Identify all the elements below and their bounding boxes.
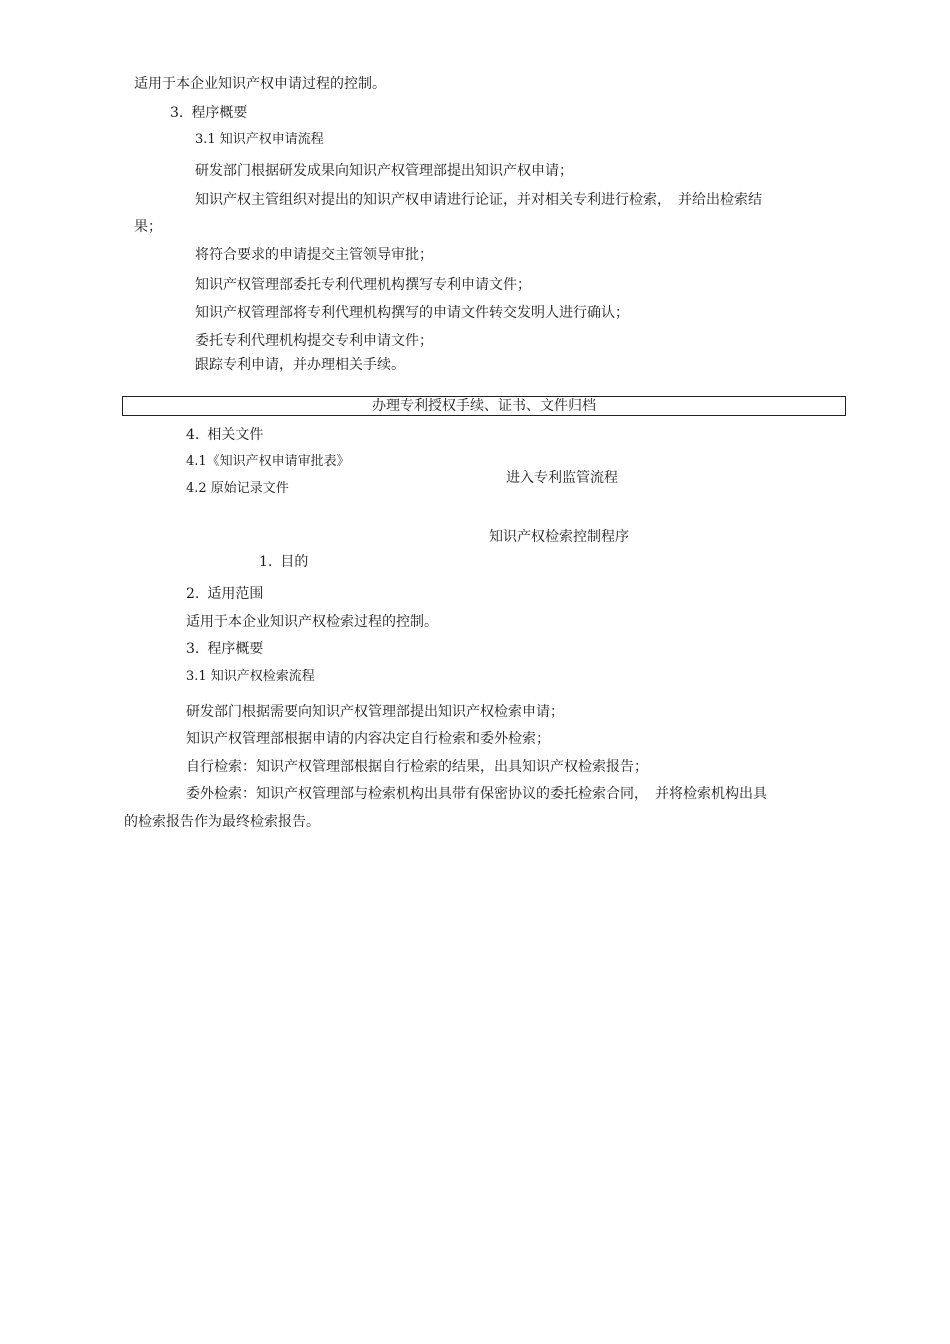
application-step-1: 研发部门根据研发成果向知识产权管理部提出知识产权申请； bbox=[195, 163, 573, 179]
related-document-4-1: 4.1《知识产权申请审批表》 bbox=[186, 454, 350, 469]
application-step-2: 知识产权主管组织对提出的知识产权申请进行论证，并对相关专利进行检索， 并给出检索结 bbox=[195, 192, 762, 208]
search-step-4-continued: 的检索报告作为最终检索报告。 bbox=[124, 814, 320, 830]
heading-number: 3. bbox=[186, 641, 200, 657]
heading-procedure-overview-b bbox=[186, 640, 263, 658]
search-step-1: 研发部门根据需要向知识产权管理部提出知识产权检索申请； bbox=[186, 704, 564, 720]
search-step-3: 自行检索：知识产权管理部根据自行检索的结果，出具知识产权检索报告； bbox=[186, 759, 648, 775]
document-title-search-control: 知识产权检索控制程序 bbox=[489, 529, 629, 545]
heading-procedure-overview-a bbox=[170, 104, 247, 122]
heading-label: 程序概要 bbox=[191, 105, 248, 121]
heading-label: 相关文件 bbox=[207, 427, 264, 443]
heading-related-documents bbox=[186, 426, 263, 444]
application-step-2-continued: 果； bbox=[134, 219, 162, 235]
heading-label: 目的 bbox=[280, 554, 309, 570]
heading-purpose bbox=[259, 553, 308, 571]
heading-number: 2. bbox=[186, 586, 200, 602]
heading-label: 适用范围 bbox=[207, 586, 264, 602]
heading-number: 3. bbox=[170, 105, 184, 121]
heading-number: 1. bbox=[259, 554, 273, 570]
application-step-4: 知识产权管理部委托专利代理机构撰写专利申请文件； bbox=[195, 277, 531, 293]
search-step-2: 知识产权管理部根据申请的内容决定自行检索和委外检索； bbox=[186, 731, 550, 747]
heading-label: 程序概要 bbox=[207, 641, 264, 657]
flow-next-patent-supervision: 进入专利监管流程 bbox=[506, 470, 618, 486]
related-document-4-2: 4.2 原始记录文件 bbox=[186, 481, 289, 496]
search-step-4: 委外检索：知识产权管理部与检索机构出具带有保密协议的委托检索合同， 并将检索机构出具 bbox=[186, 786, 767, 802]
scope-text-application: 适用于本企业知识产权申请过程的控制。 bbox=[134, 76, 386, 92]
heading-number: 4. bbox=[186, 427, 200, 443]
subheading-search-flow: 3.1 知识产权检索流程 bbox=[186, 669, 315, 684]
application-step-6: 委托专利代理机构提交专利申请文件； bbox=[195, 333, 433, 349]
application-step-5: 知识产权管理部将专利代理机构撰写的申请文件转交发明人进行确认； bbox=[195, 305, 629, 321]
application-step-7: 跟踪专利申请，并办理相关手续。 bbox=[195, 357, 405, 373]
heading-scope bbox=[186, 585, 263, 603]
application-step-3: 将符合要求的申请提交主管领导审批； bbox=[195, 247, 433, 263]
scope-text-search: 适用于本企业知识产权检索过程的控制。 bbox=[186, 614, 438, 630]
subheading-application-flow: 3.1 知识产权申请流程 bbox=[195, 132, 324, 147]
flow-box-grant-procedures: 办理专利授权手续、证书、文件归档 bbox=[122, 396, 846, 416]
